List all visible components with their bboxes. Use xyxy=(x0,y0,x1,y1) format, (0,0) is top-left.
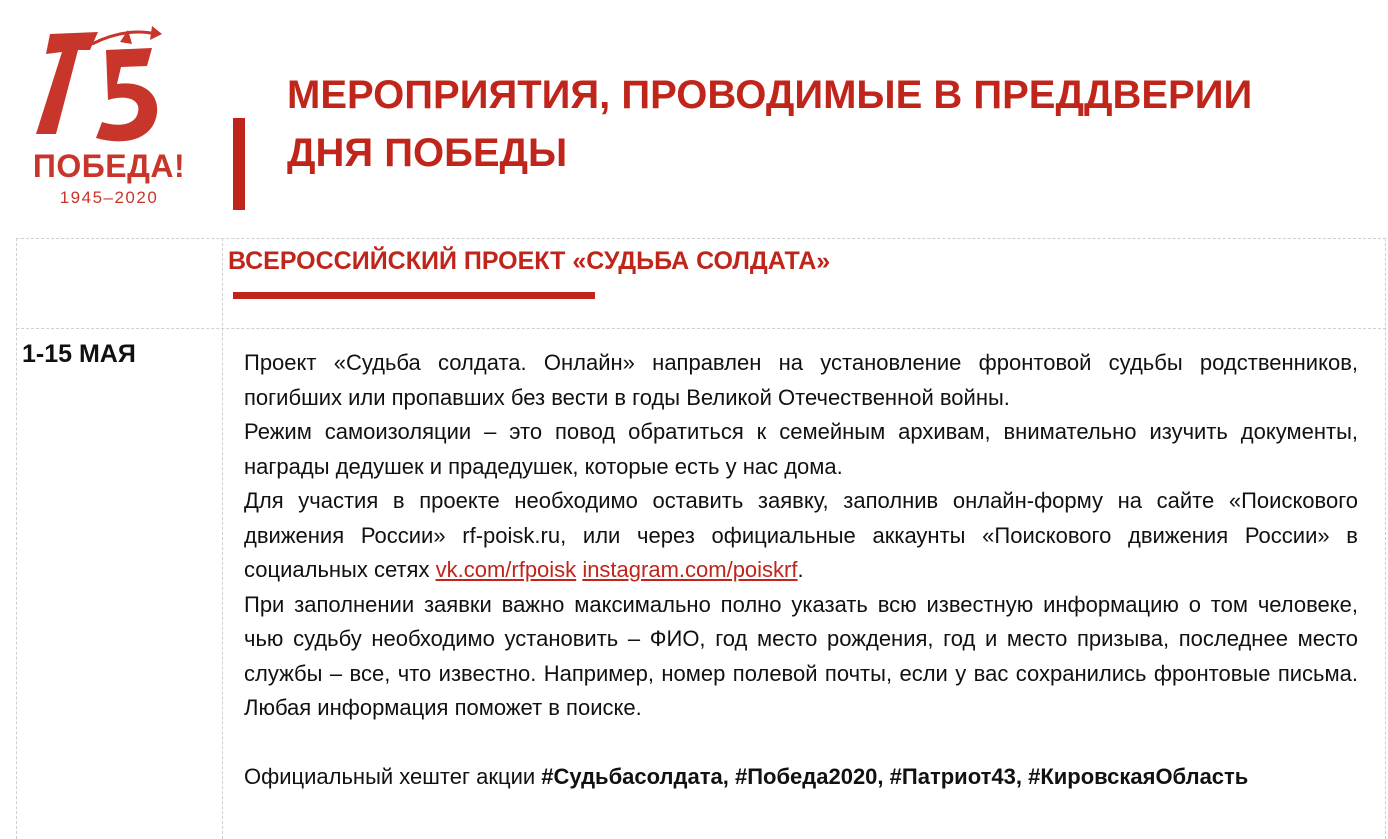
hashtag: #Судьбасолдата, xyxy=(541,763,729,789)
hashtag: #КировскаяОбласть xyxy=(1028,763,1249,789)
paragraph-application-details: При заполнении заявки важно максимально полно указать всю известную информацию о том человеке, чью судьбу необходимо установить – ФИО, год место рождения, год и место призыва, последнее место службы – все, что известно. Например, номер полевой почты, если у вас сохранились фронтовые письма. Любая информация поможет в поиске. xyxy=(244,591,1358,720)
page-title xyxy=(287,66,1367,182)
table-border-right xyxy=(1385,238,1386,839)
event-date: 1-15 МАЯ xyxy=(22,340,136,368)
table-border-left xyxy=(16,238,17,839)
logo-75-emblem xyxy=(20,22,190,152)
instagram-link[interactable]: instagram.com/poiskrf xyxy=(582,557,798,582)
paragraph-participation xyxy=(244,484,1358,588)
hashtag: #Победа2020, xyxy=(734,763,884,789)
logo-years: 1945–2020 xyxy=(59,188,159,207)
hashtags-line xyxy=(244,760,1358,795)
section-title: ВСЕРОССИЙСКИЙ ПРОЕКТ «СУДЬБА СОЛДАТА» xyxy=(228,247,831,275)
event-description xyxy=(244,346,1358,794)
logo-word: ПОБЕДА! xyxy=(32,148,186,184)
participation-end: . xyxy=(797,557,804,582)
hashtag: #Патриот43, xyxy=(889,763,1022,789)
hashtags-label: Официальный хештег акции xyxy=(244,763,542,789)
vk-link[interactable]: vk.com/rfpoisk xyxy=(435,557,577,582)
victory-75-logo xyxy=(20,22,190,212)
paragraph-self-isolation: Режим самоизоляции – это повод обратиться к семейным архивам, внимательно изучить документы, награды дедушек и прадедушек, которые есть у нас дома. xyxy=(244,419,1358,479)
title-accent-bar xyxy=(233,118,245,210)
paragraph-intro: Проект «Судьба солдата. Онлайн» направлен на установление фронтовой судьбы родственников, погибших или пропавших без вести в годы Великой Отечественной войны. xyxy=(244,350,1358,410)
participation-text: Для участия в проекте необходимо оставить заявку, заполнив онлайн-форму на сайте «Поискового движения России» rf-poisk.ru, или через официальные аккаунты «Поискового движения России» в социальных сетях xyxy=(244,488,1358,582)
table-border-column xyxy=(222,238,223,839)
page-title-line-1: МЕРОПРИЯТИЯ, ПРОВОДИМЫЕ В ПРЕДДВЕРИИ xyxy=(287,73,1253,117)
page-title-line-2: ДНЯ ПОБЕДЫ xyxy=(287,131,568,175)
section-title-underline xyxy=(233,292,595,299)
